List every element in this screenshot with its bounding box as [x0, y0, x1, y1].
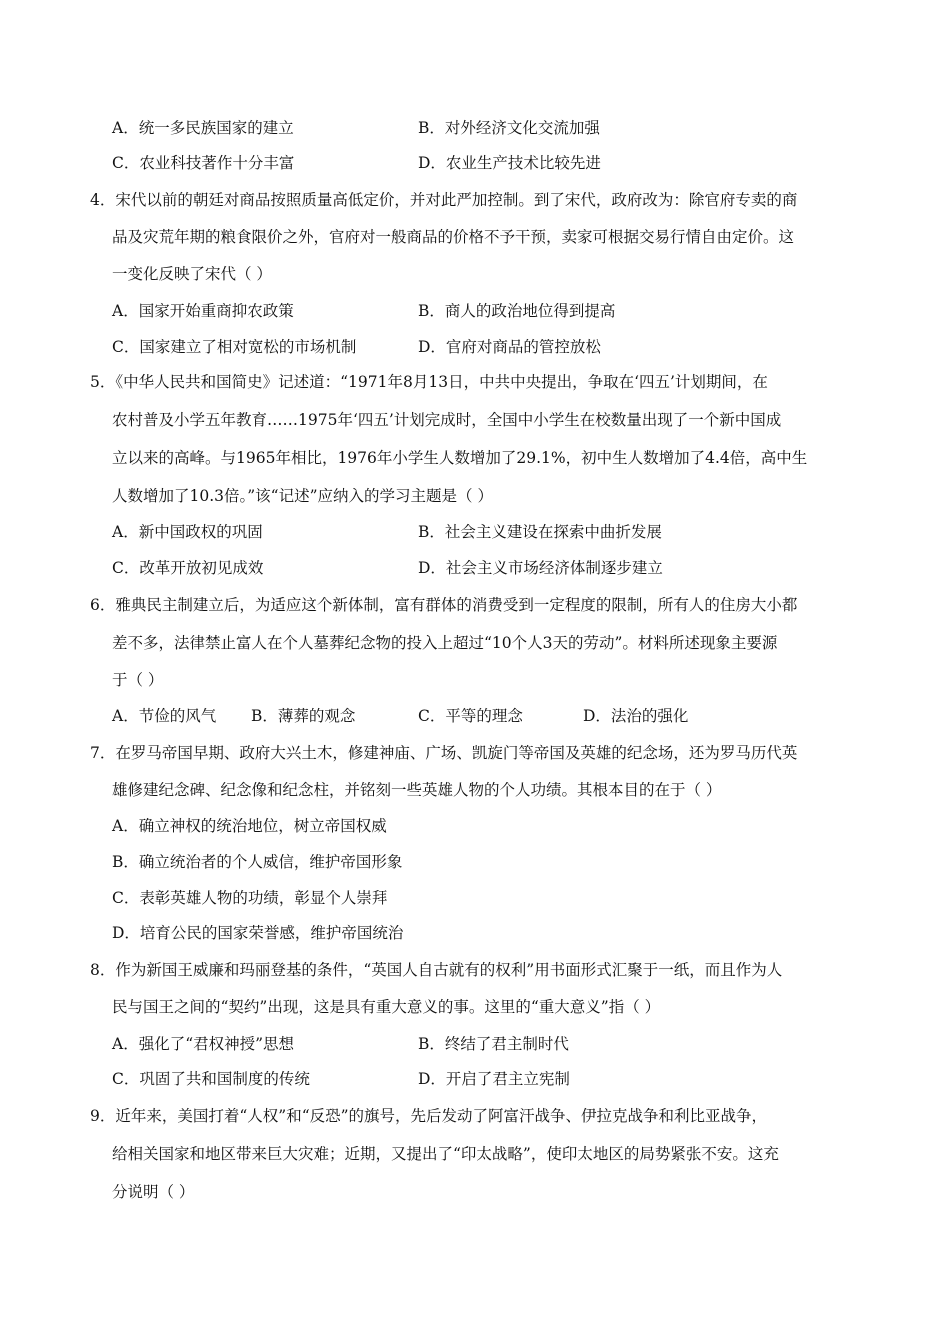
q9-stem-line-3: 分说明（ ）: [112, 1183, 195, 1201]
q6-stem-line-2: 差不多，法律禁止富人在个人墓葬纪念物的投入上超过“10个人3天的劳动”。材料所述现象主要源: [112, 634, 778, 652]
q5-option-a[interactable]: A．新中国政权的巩固: [112, 523, 263, 541]
q5-stem-line-4: 人数增加了10.3倍。”该“记述”应纳入的学习主题是（ ）: [112, 487, 493, 505]
q3-option-d[interactable]: D．农业生产技术比较先进: [418, 154, 601, 172]
q5-option-b[interactable]: B．社会主义建设在探索中曲折发展: [418, 523, 662, 541]
q8-stem-line-2: 民与国王之间的“契约”出现，这是具有重大意义的事。这里的“重大意义”指（ ）: [112, 998, 661, 1016]
q6-option-b[interactable]: B．薄葬的观念: [251, 707, 356, 725]
q7-option-a[interactable]: A．确立神权的统治地位，树立帝国权威: [112, 817, 387, 835]
q7-option-c[interactable]: C．表彰英雄人物的功绩，彰显个人崇拜: [112, 889, 388, 907]
q8-stem-line-1: 8．作为新国王威廉和玛丽登基的条件，“英国人自古就有的权利”用书面形式汇聚于一纸，而且作为人: [90, 961, 783, 979]
q5-stem-line-3: 立以来的高峰。与1965年相比，1976年小学生人数增加了29.1%，初中生人数增加了4.4倍，高中生: [112, 449, 808, 467]
q6-option-c[interactable]: C．平等的理念: [418, 707, 523, 725]
q8-option-a[interactable]: A．强化了“君权神授”思想: [112, 1035, 295, 1053]
q5-option-c[interactable]: C．改革开放初见成效: [112, 559, 264, 577]
q7-option-b[interactable]: B．确立统治者的个人威信，维护帝国形象: [112, 853, 403, 871]
q6-option-d[interactable]: D．法治的强化: [583, 707, 689, 725]
q6-stem-line-1: 6．雅典民主制建立后，为适应这个新体制，富有群体的消费受到一定程度的限制，所有人的住房大小都: [90, 596, 798, 614]
q4-option-b[interactable]: B．商人的政治地位得到提高: [418, 302, 616, 320]
q3-option-a[interactable]: A．统一多民族国家的建立: [112, 119, 294, 137]
q4-option-a[interactable]: A．国家开始重商抑农政策: [112, 302, 294, 320]
q7-stem-line-2: 雄修建纪念碑、纪念像和纪念柱，并铭刻一些英雄人物的个人功绩。其根本目的在于（ ）: [112, 781, 722, 799]
q3-option-c[interactable]: C．农业科技著作十分丰富: [112, 154, 295, 172]
q4-stem-line-3: 一变化反映了宋代（ ）: [112, 265, 272, 283]
q6-option-a[interactable]: A．节俭的风气: [112, 707, 217, 725]
q5-stem-line-1: 5．《中华人民共和国简史》记述道：“1971年8月13日，中共中央提出，争取在‘四五’计划期间，在: [90, 373, 768, 391]
q7-option-d[interactable]: D．培育公民的国家荣誉感，维护帝国统治: [112, 924, 404, 942]
q8-option-d[interactable]: D．开启了君主立宪制: [418, 1070, 570, 1088]
q7-stem-line-1: 7．在罗马帝国早期、政府大兴土木，修建神庙、广场、凯旋门等帝国及英雄的纪念场，还为罗马历代英: [90, 744, 798, 762]
q4-stem-line-2: 品及灾荒年期的粮食限价之外，官府对一般商品的价格不予干预，卖家可根据交易行情自由定价。这: [112, 228, 795, 246]
q4-stem-line-1: 4．宋代以前的朝廷对商品按照质量高低定价，并对此严加控制。到了宋代，政府改为：除官府专卖的商: [90, 191, 798, 209]
q6-stem-line-3: 于（ ）: [112, 671, 164, 689]
q5-stem-line-2: 农村普及小学五年教育……1975年‘四五’计划完成时，全国中小学生在校数量出现了一个新中国成: [112, 411, 782, 429]
q8-option-b[interactable]: B．终结了君主制时代: [418, 1035, 569, 1053]
q8-option-c[interactable]: C．巩固了共和国制度的传统: [112, 1070, 310, 1088]
q3-option-b[interactable]: B．对外经济文化交流加强: [418, 119, 600, 137]
q4-option-d[interactable]: D．官府对商品的管控放松: [418, 338, 601, 356]
q9-stem-line-2: 给相关国家和地区带来巨大灾难；近期，又提出了“印太战略”，使印太地区的局势紧张不安。这充: [112, 1145, 779, 1163]
q4-option-c[interactable]: C．国家建立了相对宽松的市场机制: [112, 338, 357, 356]
q9-stem-line-1: 9．近年来，美国打着“人权”和“反恐”的旗号，先后发动了阿富汗战争、伊拉克战争和利比亚战争，: [90, 1107, 768, 1125]
q5-option-d[interactable]: D．社会主义市场经济体制逐步建立: [418, 559, 663, 577]
